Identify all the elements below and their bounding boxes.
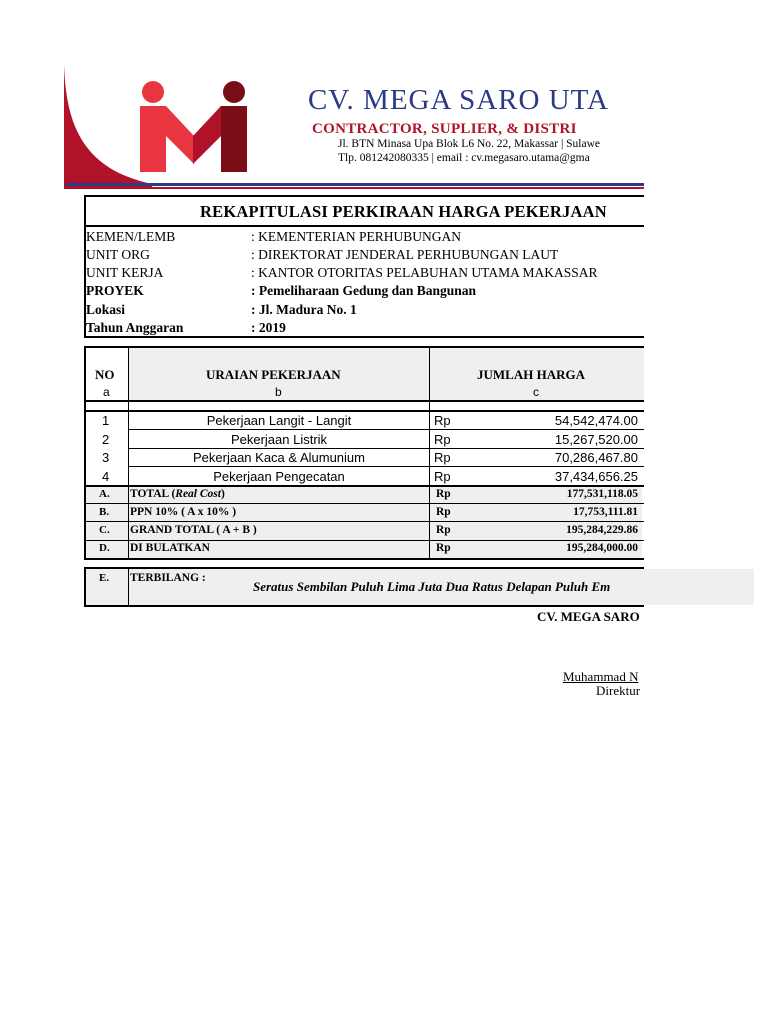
- item-amount: 70,286,467.80: [554, 450, 638, 465]
- company-address: Jl. BTN Minasa Upa Blok L6 No. 22, Makassar | Sulawe: [338, 138, 600, 150]
- item-desc: Pekerjaan Langit - Langit: [206, 413, 352, 428]
- terbilang-border-bottom: [84, 605, 644, 607]
- terbilang-border-top: [84, 567, 644, 569]
- page-crop-edge: [644, 605, 768, 1024]
- col-header-no: NO: [95, 367, 115, 382]
- item-currency: Rp: [434, 432, 451, 447]
- table-row-divider: [84, 521, 644, 522]
- info-label: KEMEN/LEMB: [86, 229, 176, 244]
- item-amount: 54,542,474.00: [554, 413, 638, 428]
- col-header-jumlah-sub: c: [533, 385, 539, 399]
- item-amount: 37,434,656.25: [554, 469, 638, 484]
- item-amount: 15,267,520.00: [554, 432, 638, 447]
- header-rule-blue: [66, 183, 644, 186]
- item-no: 1: [102, 413, 110, 428]
- item-no: 2: [102, 432, 110, 447]
- info-label: Lokasi: [86, 302, 126, 317]
- page-crop-edge: [644, 0, 768, 569]
- col-header-uraian-sub: b: [275, 385, 282, 399]
- table-row-divider: [84, 540, 644, 541]
- summary-amount: 177,531,118.05: [566, 488, 638, 500]
- summary-label: DI BULATKAN: [130, 542, 210, 554]
- info-value: : DIREKTORAT JENDERAL PERHUBUNGAN LAUT: [251, 247, 559, 262]
- info-value: : Pemeliharaan Gedung dan Bangunan: [251, 283, 477, 298]
- info-label: Tahun Anggaran: [86, 320, 184, 335]
- summary-currency: Rp: [436, 506, 451, 518]
- document-title: REKAPITULASI PERKIRAAN HARGA PEKERJAAN: [200, 202, 607, 221]
- summary-label: PPN 10% ( A x 10% ): [130, 506, 237, 518]
- info-value: : KANTOR OTORITAS PELABUHAN UTAMA MAKASSAR: [251, 265, 598, 280]
- item-desc: Pekerjaan Listrik: [230, 432, 328, 447]
- signature-name: Muhammad N: [563, 669, 639, 684]
- table-border: [84, 400, 644, 402]
- table-border: [84, 410, 644, 412]
- col-header-no-sub: a: [103, 385, 110, 399]
- info-value: : KEMENTERIAN PERHUBUNGAN: [251, 229, 461, 244]
- item-currency: Rp: [434, 413, 451, 428]
- table-col-divider: [429, 346, 430, 559]
- terbilang-code: E.: [99, 572, 110, 584]
- signature-company: CV. MEGA SARO: [537, 609, 640, 624]
- summary-label-end: ): [220, 488, 225, 500]
- info-value: : 2019: [251, 320, 286, 335]
- company-tagline: CONTRACTOR, SUPLIER, & DISTRI: [312, 121, 577, 137]
- terbilang-text: Seratus Sembilan Puluh Lima Juta Dua Ratus Delapan Puluh Em: [253, 579, 611, 594]
- table-border-bottom: [84, 558, 644, 560]
- info-label: UNIT ORG: [86, 247, 150, 262]
- info-label: UNIT KERJA: [86, 265, 164, 280]
- terbilang-col-divider: [128, 567, 129, 607]
- table-row-divider: [84, 485, 644, 487]
- terbilang-border-left: [84, 567, 86, 607]
- table-border-left: [84, 346, 86, 559]
- summary-label: GRAND TOTAL ( A + B ): [130, 524, 257, 536]
- table-row-divider: [129, 448, 644, 449]
- col-header-jumlah: JUMLAH HARGA: [477, 367, 585, 382]
- company-contact: Tlp. 081242080335 | email : cv.megasaro.utama@gma: [338, 152, 590, 164]
- col-header-uraian: URAIAN PEKERJAAN: [206, 367, 341, 382]
- item-desc: Pekerjaan Kaca & Alumunium: [193, 450, 365, 465]
- item-currency: Rp: [434, 450, 451, 465]
- summary-currency: Rp: [436, 542, 451, 554]
- terbilang-label: TERBILANG :: [130, 572, 206, 584]
- item-no: 4: [102, 469, 110, 484]
- company-logo: [136, 80, 251, 175]
- table-row-divider: [129, 429, 644, 430]
- header-rule-red: [66, 187, 644, 189]
- summary-currency: Rp: [436, 488, 451, 500]
- summary-amount: 195,284,000.00: [566, 542, 638, 554]
- item-desc: Pekerjaan Pengecatan: [213, 469, 345, 484]
- signature-title: Direktur: [596, 683, 641, 698]
- item-currency: Rp: [434, 469, 451, 484]
- summary-code: B.: [99, 506, 110, 518]
- item-no: 3: [102, 450, 110, 465]
- summary-code: C.: [99, 524, 110, 536]
- summary-code: D.: [99, 542, 110, 554]
- summary-currency: Rp: [436, 524, 451, 536]
- summary-amount: 17,753,111.81: [573, 506, 638, 518]
- table-row-divider: [84, 503, 644, 504]
- summary-code: A.: [99, 488, 110, 500]
- info-value: : Jl. Madura No. 1: [251, 302, 357, 317]
- summary-label: [130, 488, 225, 500]
- info-label: PROYEK: [86, 283, 144, 298]
- company-name: CV. MEGA SARO UTA: [308, 84, 609, 116]
- summary-label-text: TOTAL (: [130, 488, 176, 500]
- table-border-top: [84, 346, 644, 348]
- table-row-divider: [129, 466, 644, 467]
- summary-amount: 195,284,229.86: [566, 524, 638, 536]
- summary-label-em: Real Cost: [175, 488, 221, 500]
